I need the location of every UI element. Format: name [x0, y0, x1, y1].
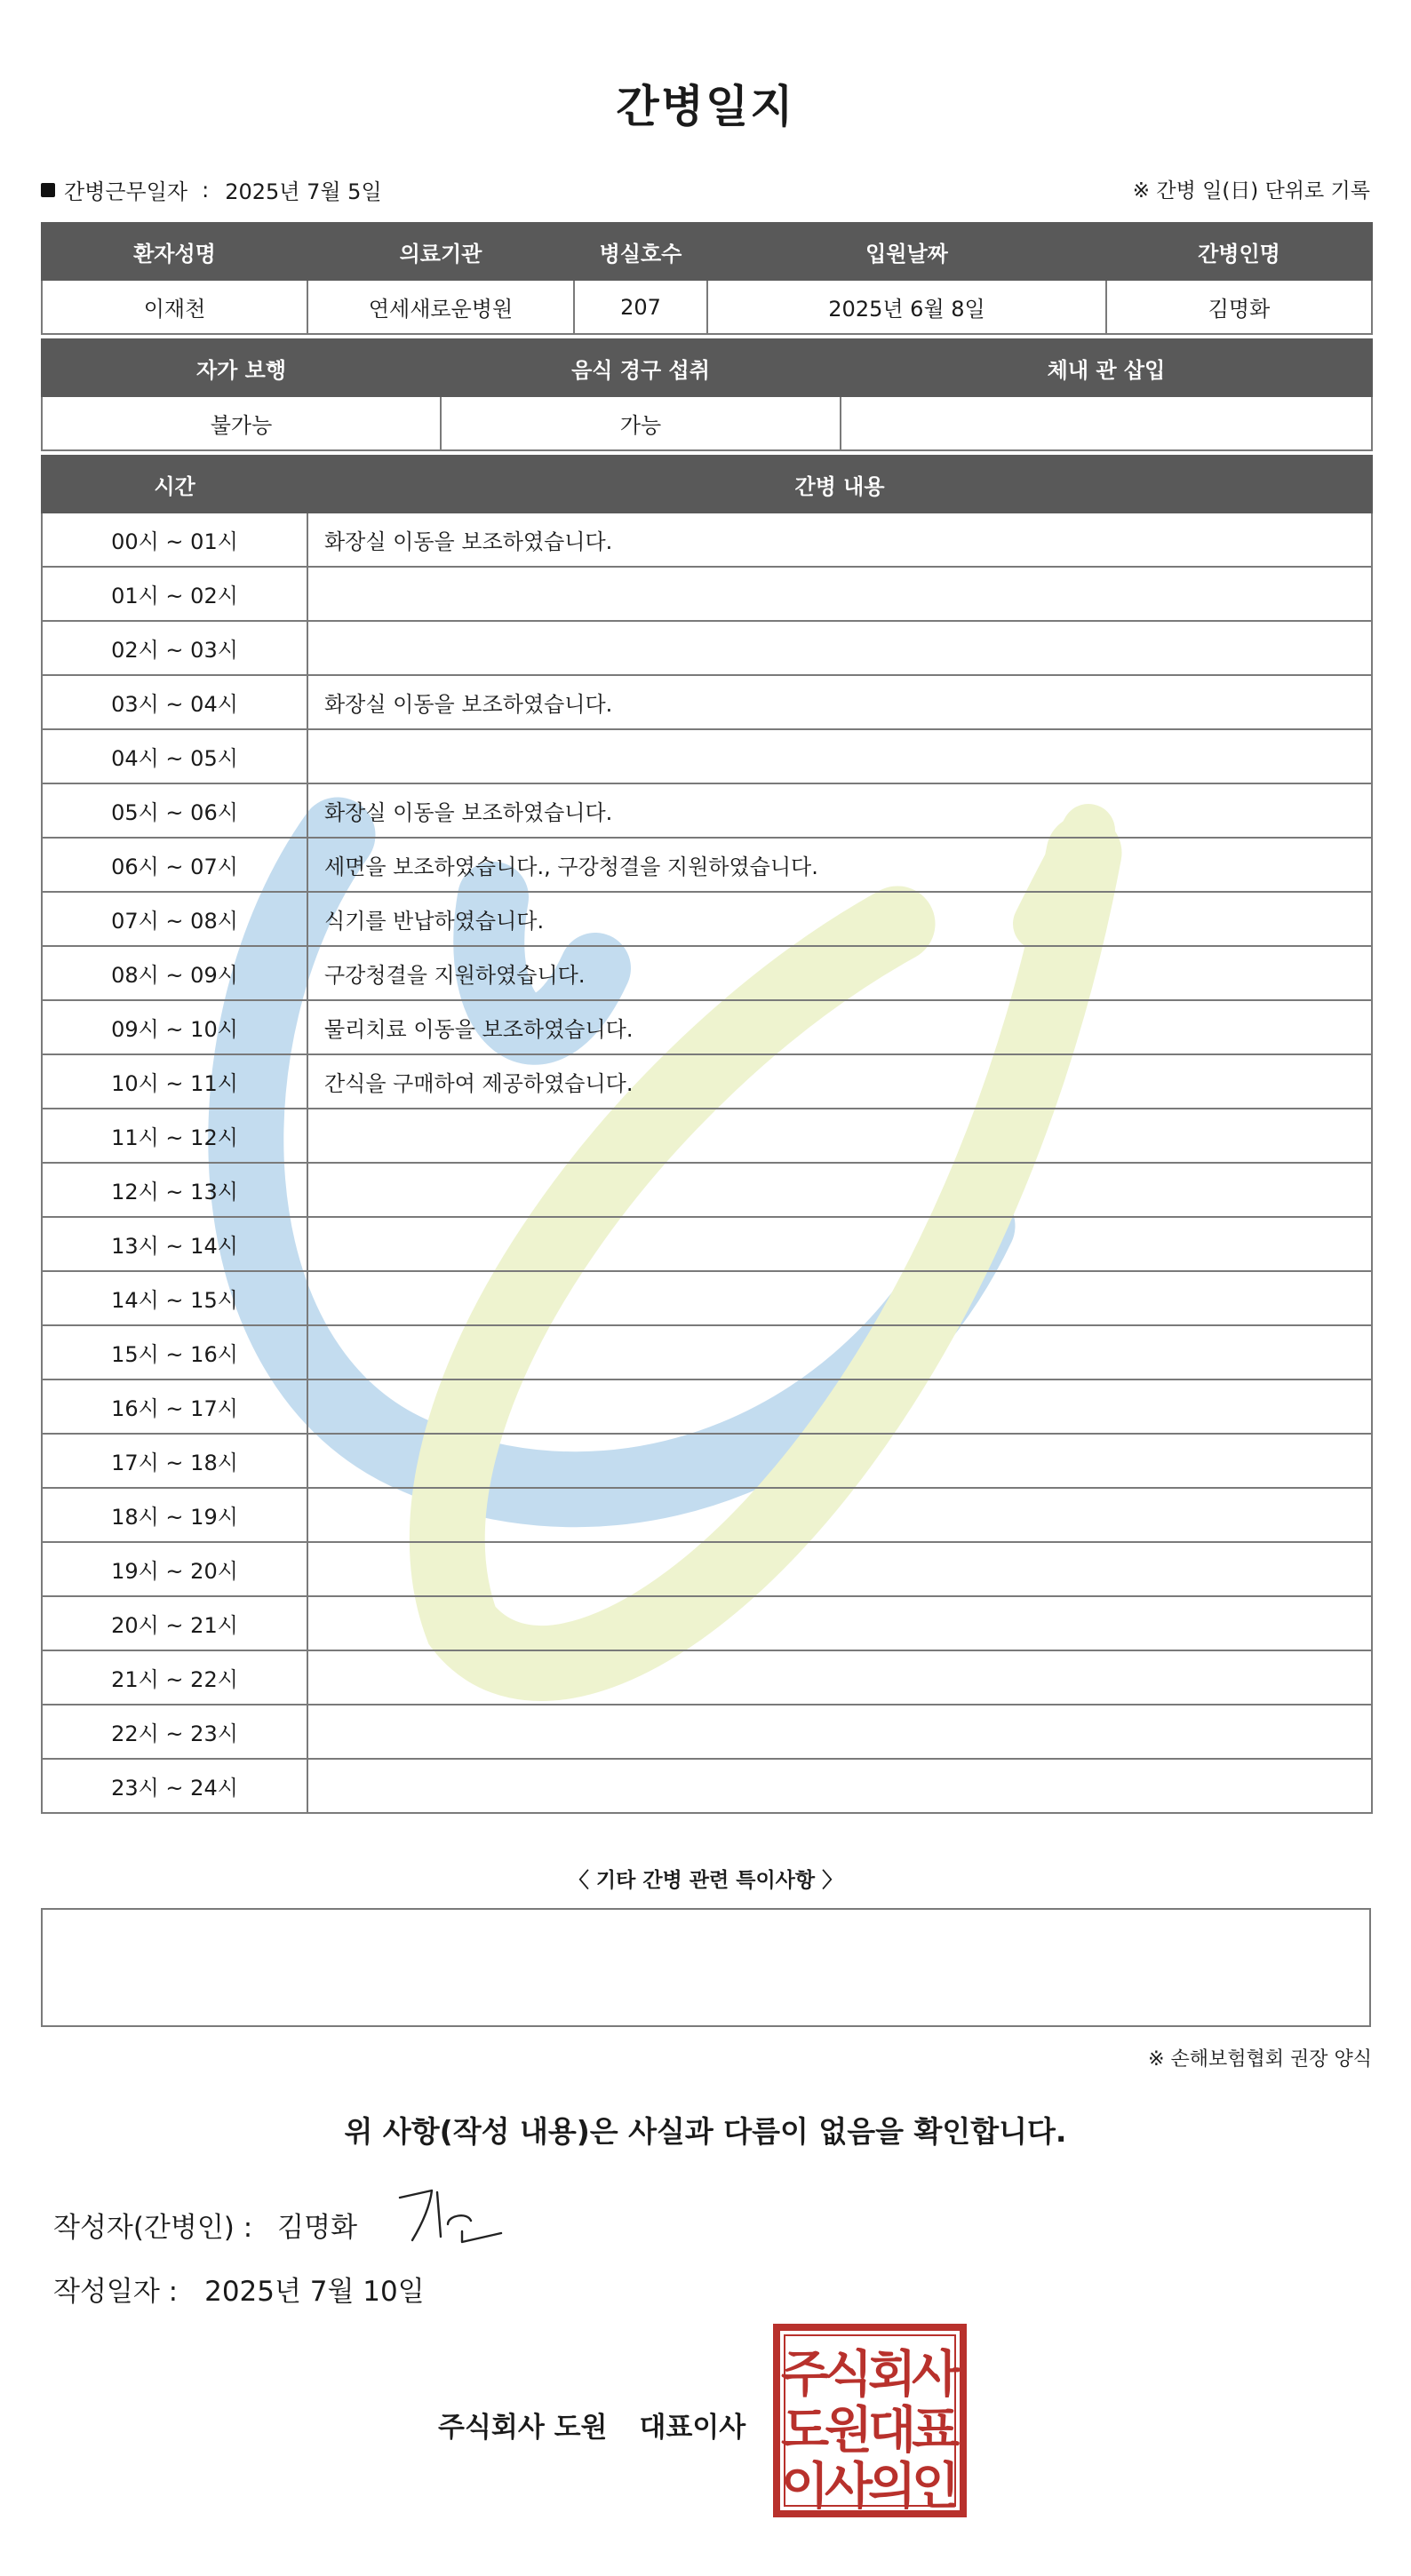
oral-intake-status: 가능: [441, 396, 841, 450]
care-log-row: [42, 1650, 1372, 1705]
care-log-row: [42, 1109, 1372, 1163]
patient-header-hospital: 의료기관: [307, 223, 574, 280]
care-content-cell: [307, 1650, 1372, 1705]
work-date-label: 간병근무일자: [64, 179, 188, 204]
care-time-cell: 07시 ~ 08시: [42, 892, 307, 946]
patient-header-row: [42, 223, 1372, 280]
care-time-cell: 08시 ~ 09시: [42, 946, 307, 1000]
care-time-cell: 14시 ~ 15시: [42, 1271, 307, 1325]
seal-character: 회: [867, 2346, 917, 2404]
care-header-content: 간병 내용: [307, 456, 1372, 513]
care-time-cell: 01시 ~ 02시: [42, 567, 307, 621]
care-time-cell: 23시 ~ 24시: [42, 1759, 307, 1813]
care-content-cell: [307, 1488, 1372, 1542]
care-content-cell: [307, 1325, 1372, 1379]
care-log-row: [42, 1542, 1372, 1596]
care-log-row: [42, 892, 1372, 946]
written-date-line: [53, 2269, 425, 2309]
care-log-row: [42, 838, 1372, 892]
writer-line: [53, 2205, 357, 2245]
seal-character: 인: [911, 2458, 961, 2516]
care-log-row: [42, 1325, 1372, 1379]
care-content-cell: 세면을 보조하였습니다., 구강청결을 지원하였습니다.: [307, 838, 1372, 892]
care-content-cell: 구강청결을 지원하였습니다.: [307, 946, 1372, 1000]
care-content-cell: [307, 1705, 1372, 1759]
care-time-cell: 00시 ~ 01시: [42, 513, 307, 567]
care-log-row: [42, 783, 1372, 838]
special-notes-caption: 〈 기타 간병 관련 특이사항 〉: [568, 1869, 843, 1892]
care-content-cell: [307, 1596, 1372, 1650]
patient-info-table: [41, 222, 1373, 335]
work-date-colon: :: [202, 177, 210, 203]
special-notes-box: [41, 1908, 1371, 2027]
care-log-row: [42, 946, 1372, 1000]
patient-header-room: 병실호수: [574, 223, 707, 280]
patient-header-caregiver: 간병인명: [1106, 223, 1372, 280]
care-time-cell: 22시 ~ 23시: [42, 1705, 307, 1759]
care-log-row: [42, 1488, 1372, 1542]
status-header-tube: 체내 관 삽입: [841, 339, 1372, 396]
form-source-note: ※ 손해보험협회 권장 양식: [1148, 2048, 1372, 2071]
care-log-row: [42, 1054, 1372, 1109]
seal-character: 의: [867, 2458, 917, 2516]
care-log-row: [42, 1000, 1372, 1054]
care-time-cell: 18시 ~ 19시: [42, 1488, 307, 1542]
status-value-row: [42, 396, 1372, 450]
writer-label: 작성자(간병인) :: [53, 2212, 253, 2244]
company-line: [438, 2405, 745, 2445]
care-log-row: [42, 675, 1372, 729]
care-time-cell: 15시 ~ 16시: [42, 1325, 307, 1379]
care-time-cell: 21시 ~ 22시: [42, 1650, 307, 1705]
care-header-time: 시간: [42, 456, 307, 513]
status-header-oral-intake: 음식 경구 섭취: [441, 339, 841, 396]
company-seal-stamp: [771, 2322, 969, 2519]
meta-row: [41, 174, 1370, 206]
care-content-cell: [307, 729, 1372, 783]
seal-character: 대: [867, 2402, 917, 2460]
care-content-cell: [307, 1379, 1372, 1434]
seal-character: 이: [780, 2458, 830, 2516]
room-number: 207: [574, 280, 707, 334]
care-log-body: [42, 513, 1372, 1813]
care-content-cell: [307, 567, 1372, 621]
patient-status-table: [41, 338, 1373, 451]
care-content-cell: [307, 1217, 1372, 1271]
care-log-table: [41, 455, 1373, 1814]
caregiver-name: 김명화: [1106, 280, 1372, 334]
care-log-row: [42, 1217, 1372, 1271]
care-time-cell: 12시 ~ 13시: [42, 1163, 307, 1217]
seal-character: 주: [780, 2346, 830, 2404]
care-time-cell: 17시 ~ 18시: [42, 1434, 307, 1488]
seal-character: 도: [780, 2402, 830, 2460]
document-title: 간병일지: [616, 81, 795, 132]
care-log-row: [42, 1596, 1372, 1650]
care-time-cell: 09시 ~ 10시: [42, 1000, 307, 1054]
care-content-cell: [307, 1109, 1372, 1163]
care-content-cell: 화장실 이동을 보조하였습니다.: [307, 675, 1372, 729]
care-time-cell: 06시 ~ 07시: [42, 838, 307, 892]
writer-name: 김명화: [277, 2212, 358, 2244]
care-log-row: [42, 567, 1372, 621]
seal-character: 원: [824, 2402, 873, 2460]
care-time-cell: 19시 ~ 20시: [42, 1542, 307, 1596]
patient-name: 이재천: [42, 280, 307, 334]
patient-header-name: 환자성명: [42, 223, 307, 280]
care-content-cell: [307, 1163, 1372, 1217]
confirmation-statement: 위 사항(작성 내용)은 사실과 다름이 없음을 확인합니다.: [344, 2114, 1067, 2149]
care-log-row: [42, 1434, 1372, 1488]
status-header-row: [42, 339, 1372, 396]
work-date: [41, 174, 382, 205]
care-time-cell: 16시 ~ 17시: [42, 1379, 307, 1434]
care-content-cell: [307, 621, 1372, 675]
care-log-row: [42, 729, 1372, 783]
walking-status: 불가능: [42, 396, 441, 450]
care-content-cell: [307, 1271, 1372, 1325]
care-log-row: [42, 1163, 1372, 1217]
written-date-value: 2025년 7월 10일: [204, 2276, 425, 2308]
seal-character: 식: [824, 2346, 873, 2404]
care-time-cell: 11시 ~ 12시: [42, 1109, 307, 1163]
care-content-cell: [307, 1759, 1372, 1813]
seal-character: 사: [911, 2346, 961, 2404]
tube-status: [841, 396, 1372, 450]
care-time-cell: 13시 ~ 14시: [42, 1217, 307, 1271]
hospital-name: 연세새로운병원: [307, 280, 574, 334]
care-content-cell: 화장실 이동을 보조하였습니다.: [307, 783, 1372, 838]
care-log-row: [42, 1271, 1372, 1325]
company-representative: 대표이사: [639, 2412, 746, 2444]
care-content-cell: 간식을 구매하여 제공하였습니다.: [307, 1054, 1372, 1109]
care-content-cell: 화장실 이동을 보조하였습니다.: [307, 513, 1372, 567]
care-content-cell: 물리치료 이동을 보조하였습니다.: [307, 1000, 1372, 1054]
company-name: 주식회사 도원: [438, 2412, 608, 2444]
care-time-cell: 20시 ~ 21시: [42, 1596, 307, 1650]
seal-character: 표: [911, 2402, 961, 2460]
patient-value-row: [42, 280, 1372, 334]
care-time-cell: 10시 ~ 11시: [42, 1054, 307, 1109]
seal-character: 사: [824, 2458, 873, 2516]
work-date-value: 2025년 7월 5일: [225, 179, 382, 204]
patient-header-admission: 입원날짜: [707, 223, 1106, 280]
care-log-row: [42, 1705, 1372, 1759]
care-content-cell: [307, 1434, 1372, 1488]
care-content-cell: 식기를 반납하였습니다.: [307, 892, 1372, 946]
care-log-row: [42, 1379, 1372, 1434]
bullet-square-icon: [41, 183, 55, 197]
status-header-walking: 자가 보행: [42, 339, 441, 396]
care-header-row: [42, 456, 1372, 513]
admission-date: 2025년 6월 8일: [707, 280, 1106, 334]
care-time-cell: 05시 ~ 06시: [42, 783, 307, 838]
care-time-cell: 03시 ~ 04시: [42, 675, 307, 729]
care-time-cell: 04시 ~ 05시: [42, 729, 307, 783]
handwritten-signature: [396, 2185, 512, 2256]
care-log-row: [42, 1759, 1372, 1813]
daily-record-note: ※ 간병 일(日) 단위로 기록: [1132, 179, 1370, 203]
care-time-cell: 02시 ~ 03시: [42, 621, 307, 675]
written-date-label: 작성일자 :: [53, 2276, 179, 2308]
care-log-row: [42, 621, 1372, 675]
care-content-cell: [307, 1542, 1372, 1596]
care-log-row: [42, 513, 1372, 567]
